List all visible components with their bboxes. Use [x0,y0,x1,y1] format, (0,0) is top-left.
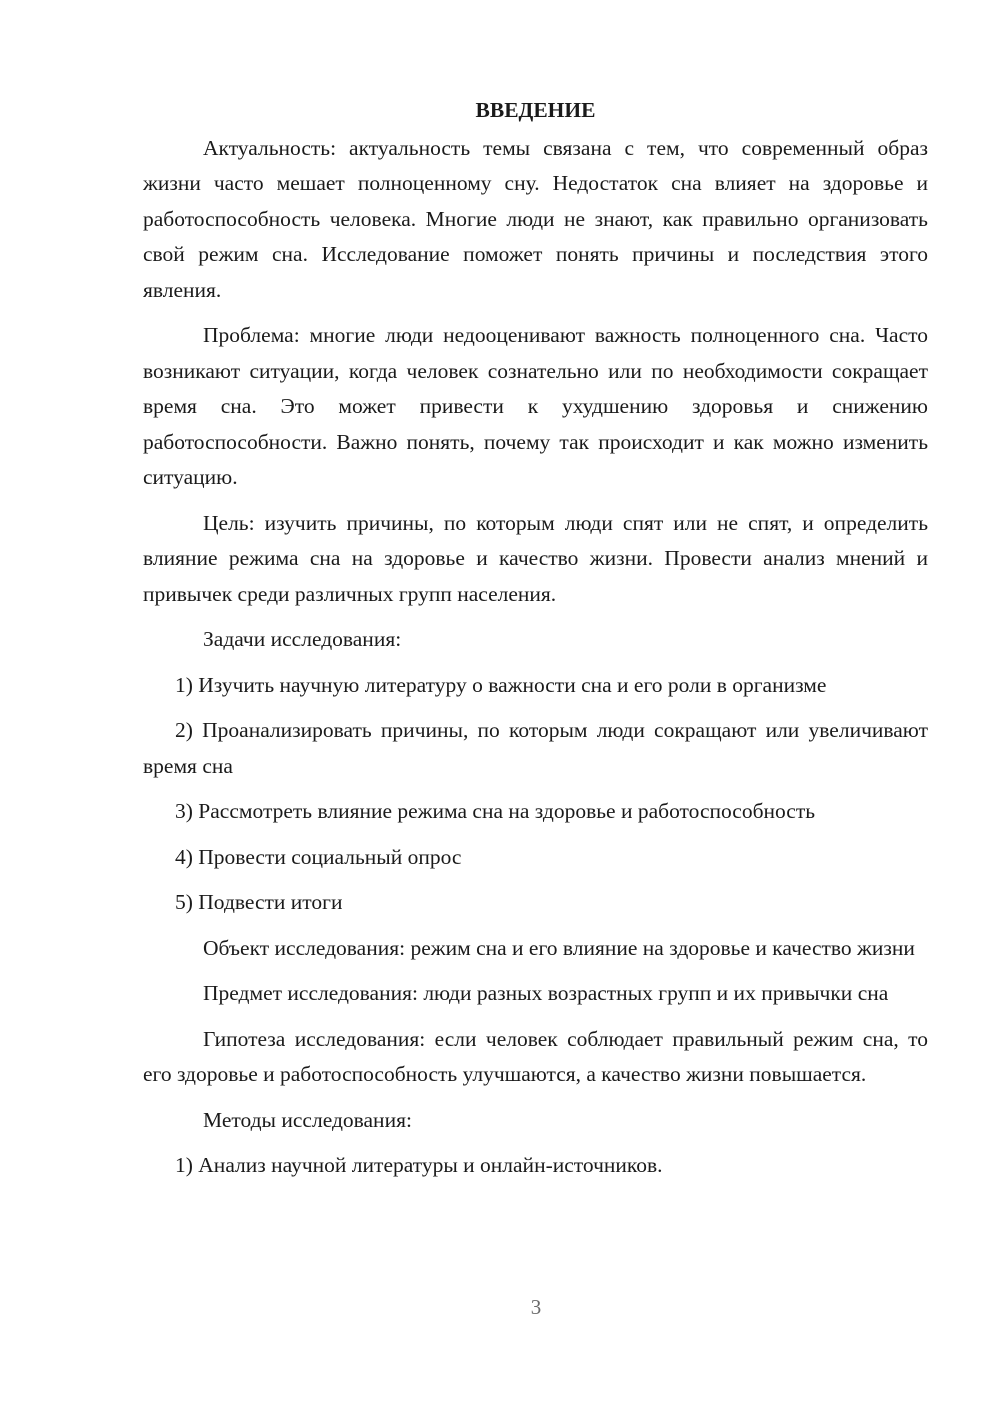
problem-paragraph: Проблема: многие люди недооценивают важность полноценного сна. Часто возникают ситуации, когда человек сознательно или по необходимости сокращает время сна. Это может привести к ухудшению здоровья и снижению работоспособности. Важно понять, почему так происходит и как можно изменить ситуацию. [143,323,928,489]
hypothesis-paragraph: Гипотеза исследования: если человек соблюдает правильный режим сна, то его здоровье и работоспособность улучшаются, а качество жизни повышается. [143,1026,928,1086]
page-content [143,93,928,1194]
task-item-3: 3) Рассмотреть влияние режима сна на здоровье и работоспособность [175,799,816,823]
goal-paragraph: Цель: изучить причины, по которым люди спят или не спят, и определить влияние режима сна на здоровье и качество жизни. Провести анализ мнений и привычек среди различных групп населения. [143,510,928,606]
method-item-1: 1) Анализ научной литературы и онлайн-источников. [175,1153,663,1177]
task-item-4: 4) Провести социальный опрос [175,844,462,869]
page-number: 3 [530,1295,542,1319]
task-item-1: 1) Изучить научную литературу о важности сна и его роли в организме [175,672,827,697]
object-paragraph: Объект исследования: режим сна и его влияние на здоровье и качество жизни [203,935,915,960]
relevance-paragraph: Актуальность: актуальность темы связана с тем, что современный образ жизни часто мешает полноценному сну. Недостаток сна влияет на здоровье и работоспособность человека. Многие люди не знают, как правильно организовать свой режим сна. Исследование поможет понять причины и последствия этого явления. [143,135,928,302]
tasks-title: Задачи исследования: [203,627,402,651]
section-heading: ВВЕДЕНИЕ [475,98,596,122]
task-item-5: 5) Подвести итоги [175,890,343,914]
subject-paragraph: Предмет исследования: люди разных возрастных групп и их привычки сна [203,981,889,1005]
methods-title: Методы исследования: [203,1107,412,1132]
task-item-2: 2) Проанализировать причины, по которым люди сокращают или увеличивают время сна [143,718,928,778]
